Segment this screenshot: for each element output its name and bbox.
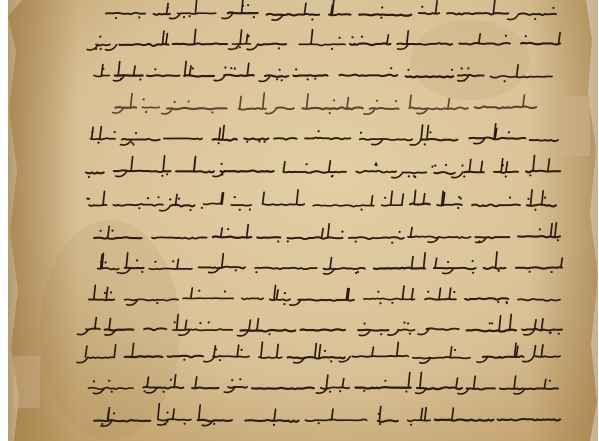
script-dot [360, 132, 362, 134]
script-word [204, 203, 223, 204]
script-dot [277, 18, 279, 20]
script-dot [527, 198, 529, 200]
script-dot [147, 197, 149, 199]
script-word [173, 43, 228, 44]
water-stain [410, 20, 530, 100]
script-dot [117, 272, 119, 274]
script-dot [505, 35, 507, 37]
script-dot [463, 79, 465, 81]
script-dot [95, 48, 97, 50]
script-dot [230, 67, 232, 69]
script-dot [138, 207, 140, 209]
script-word [86, 173, 104, 174]
script-dot [224, 66, 226, 68]
script-dot [508, 131, 510, 133]
script-dot [306, 163, 308, 165]
script-dot [377, 291, 379, 293]
script-word [244, 138, 268, 139]
script-dot [183, 359, 185, 361]
script-word [228, 387, 247, 388]
script-dot [174, 101, 176, 103]
script-word [252, 388, 314, 390]
script-dot [355, 272, 357, 274]
script-dot [136, 259, 138, 261]
script-dot [218, 142, 220, 144]
script-dot [339, 37, 341, 39]
script-dot [363, 390, 365, 392]
script-word [154, 14, 170, 15]
script-dot [213, 423, 215, 425]
script-dot [409, 333, 411, 335]
script-dot [102, 68, 104, 70]
script-word [264, 204, 304, 205]
script-dot [357, 271, 359, 273]
script-dot [445, 164, 447, 166]
script-word [259, 357, 282, 358]
script-dot [497, 301, 499, 303]
script-word [358, 330, 388, 331]
script-dot [461, 67, 463, 69]
script-dot [120, 78, 122, 80]
script-dot [268, 333, 270, 335]
script-word [302, 107, 362, 109]
script-word [221, 171, 274, 173]
script-dot [277, 240, 279, 242]
script-dot [113, 412, 115, 414]
script-dot [219, 359, 221, 361]
script-dot [361, 36, 363, 38]
script-word [147, 75, 180, 76]
script-word [293, 75, 327, 76]
script-dot [198, 290, 200, 292]
script-dot [156, 302, 158, 304]
script-word [435, 420, 494, 421]
script-dot [101, 423, 103, 425]
script-dot [88, 176, 90, 178]
script-word [176, 171, 214, 172]
script-dot [549, 332, 551, 334]
script-dot [215, 348, 217, 350]
script-dot [505, 175, 507, 177]
script-dot [447, 261, 449, 263]
script-dot [224, 290, 226, 292]
script-dot [161, 175, 163, 177]
script-dot [391, 302, 393, 304]
script-dot [454, 349, 456, 351]
script-dot [498, 270, 500, 272]
script-dot [86, 198, 88, 200]
script-dot [472, 272, 474, 274]
script-word [91, 138, 116, 139]
script-dot [143, 390, 145, 392]
script-dot [100, 261, 102, 263]
script-word [518, 236, 560, 237]
script-dot [100, 230, 102, 232]
script-dot [135, 132, 137, 134]
script-dot [199, 322, 201, 324]
script-dot [329, 112, 331, 114]
script-word [355, 387, 410, 388]
script-dot [379, 302, 381, 304]
script-dot [104, 292, 106, 294]
script-dot [115, 17, 117, 19]
script-dot [208, 321, 210, 323]
script-word [116, 107, 137, 108]
script-word [410, 204, 430, 205]
script-dot [111, 391, 113, 393]
script-dot [108, 380, 110, 382]
script-dot [287, 240, 289, 242]
script-dot [307, 78, 309, 80]
script-dot [183, 16, 185, 18]
script-dot [231, 379, 233, 381]
script-dot [314, 78, 316, 80]
script-dot [557, 239, 559, 241]
script-dot [429, 131, 431, 133]
script-dot [105, 261, 107, 263]
script-word [498, 419, 561, 421]
script-dot [329, 391, 331, 393]
script-word [94, 420, 150, 421]
script-dot [97, 142, 99, 144]
script-dot [249, 208, 251, 210]
script-word [530, 140, 558, 141]
script-dot [544, 197, 546, 199]
script-dot [331, 175, 333, 177]
script-dot [295, 68, 297, 70]
script-dot [263, 141, 265, 143]
script-dot [189, 15, 191, 17]
script-dot [241, 349, 243, 351]
script-dot [318, 130, 320, 132]
script-dot [235, 47, 237, 49]
script-word [459, 43, 510, 45]
script-dot [408, 175, 410, 177]
script-dot [534, 18, 536, 20]
script-dot [145, 111, 147, 113]
script-word [458, 75, 484, 76]
script-dot [247, 4, 249, 6]
script-dot [410, 424, 412, 426]
script-word [305, 419, 366, 421]
script-dot [276, 78, 278, 80]
script-dot [463, 175, 465, 177]
script-dot [91, 131, 93, 133]
script-dot [399, 231, 401, 233]
script-dot [331, 48, 333, 50]
script-dot [170, 379, 172, 381]
script-dot [318, 422, 320, 424]
script-dot [390, 67, 392, 69]
script-dot [333, 99, 335, 101]
script-dot [138, 16, 140, 18]
repair-tape [560, 96, 590, 156]
script-word [536, 356, 560, 357]
script-dot [192, 67, 194, 69]
script-dot [453, 291, 455, 293]
script-dot [169, 198, 171, 200]
script-dot [111, 230, 113, 232]
script-dot [166, 411, 168, 413]
script-dot [413, 175, 415, 177]
script-dot [424, 143, 426, 145]
script-dot [421, 6, 423, 8]
script-dot [100, 48, 102, 50]
script-word [178, 13, 216, 14]
script-word [406, 76, 453, 77]
script-dot [273, 424, 275, 426]
script-word [125, 356, 163, 357]
script-dot [506, 302, 508, 304]
right-edge-stain [528, 0, 598, 441]
script-dot [141, 271, 143, 273]
script-dot [114, 131, 116, 133]
script-dot [324, 350, 326, 352]
script-dot [525, 35, 527, 37]
script-dot [504, 80, 506, 82]
script-dot [380, 17, 382, 19]
script-dot [278, 47, 280, 49]
script-word [374, 268, 425, 269]
script-dot [361, 209, 363, 211]
script-dot [163, 391, 165, 393]
script-dot [380, 333, 382, 335]
script-dot [341, 231, 343, 233]
script-dot [355, 241, 357, 243]
script-dot [451, 69, 453, 71]
repair-tape [14, 356, 40, 408]
script-dot [330, 360, 332, 362]
script-dot [255, 271, 257, 273]
script-word [257, 237, 280, 238]
script-dot [164, 423, 166, 425]
script-word [231, 205, 251, 206]
script-word [106, 13, 145, 14]
script-dot [478, 240, 480, 242]
script-dot [549, 380, 551, 382]
script-dot [211, 111, 213, 113]
script-dot [551, 271, 553, 273]
script-word [352, 356, 408, 357]
script-dot [189, 209, 191, 211]
script-dot [184, 423, 186, 425]
script-dot [281, 79, 283, 81]
script-word [164, 138, 202, 139]
script-dot [201, 207, 203, 209]
script-dot [132, 143, 134, 145]
script-word [382, 205, 402, 206]
script-dot [552, 7, 554, 9]
script-dot [457, 207, 459, 209]
script-dot [178, 198, 180, 200]
script-dot [384, 197, 386, 199]
script-word [258, 44, 286, 45]
script-dot [188, 100, 190, 102]
script-dot [234, 196, 236, 198]
script-dot [139, 78, 141, 80]
script-dot [239, 378, 241, 380]
script-dot [558, 333, 560, 335]
script-dot [258, 140, 260, 142]
script-dot [253, 16, 255, 18]
script-dot [489, 322, 491, 324]
script-word [500, 388, 558, 389]
script-dot [239, 209, 241, 211]
script-dot [395, 100, 397, 102]
script-dot [384, 380, 386, 382]
script-word [413, 357, 470, 358]
script-dot [248, 35, 250, 37]
script-dot [376, 164, 378, 166]
script-dot [174, 321, 176, 323]
script-word [475, 237, 509, 238]
script-word [404, 172, 427, 173]
script-dot [283, 303, 285, 305]
script-dot [93, 380, 95, 382]
script-word [143, 387, 183, 389]
script-dot [461, 164, 463, 166]
script-dot [110, 291, 112, 293]
script-word [213, 237, 251, 238]
script-dot [227, 228, 229, 230]
script-dot [143, 98, 145, 100]
script-word [149, 269, 192, 270]
script-dot [378, 413, 380, 415]
script-dot [166, 173, 168, 175]
script-dot [539, 228, 541, 230]
script-dot [460, 197, 462, 199]
script-dot [239, 46, 241, 48]
script-word [301, 329, 345, 330]
script-dot [376, 100, 378, 102]
script-word [398, 330, 415, 331]
script-word [94, 237, 142, 239]
script-dot [491, 322, 493, 324]
script-dot [472, 260, 474, 262]
script-word [88, 357, 115, 358]
script-word [516, 267, 562, 268]
script-dot [154, 68, 156, 70]
script-dot [391, 242, 393, 244]
script-dot [363, 323, 365, 325]
script-word [125, 299, 179, 300]
script-dot [534, 209, 536, 211]
script-dot [131, 142, 133, 144]
script-dot [242, 5, 244, 7]
script-dot [157, 196, 159, 198]
script-word [89, 299, 114, 300]
script-dot [403, 322, 405, 324]
script-dot [529, 271, 531, 273]
script-dot [221, 174, 223, 176]
script-dot [235, 269, 237, 271]
script-dot [154, 261, 156, 263]
script-dot [172, 260, 174, 262]
script-dot [379, 423, 381, 425]
script-dot [351, 36, 353, 38]
script-dot [405, 390, 407, 392]
script-dot [529, 174, 531, 176]
script-dot [284, 292, 286, 294]
script-dot [407, 69, 409, 71]
script-dot [279, 69, 281, 71]
script-word [425, 299, 456, 300]
script-dot [311, 18, 313, 20]
script-dot [509, 197, 511, 199]
script-word [125, 268, 144, 269]
script-word [213, 356, 249, 357]
script-dot [381, 6, 383, 8]
script-dot [427, 291, 429, 293]
script-dot [167, 7, 169, 9]
script-word [359, 14, 411, 15]
script-dot [246, 141, 248, 143]
script-dot [221, 163, 223, 165]
script-dot [502, 164, 504, 166]
script-dot [407, 322, 409, 324]
script-dot [339, 390, 341, 392]
script-dot [434, 165, 436, 167]
script-dot [234, 67, 236, 69]
script-dot [431, 166, 433, 168]
script-dot [99, 36, 101, 38]
script-dot [467, 67, 469, 69]
